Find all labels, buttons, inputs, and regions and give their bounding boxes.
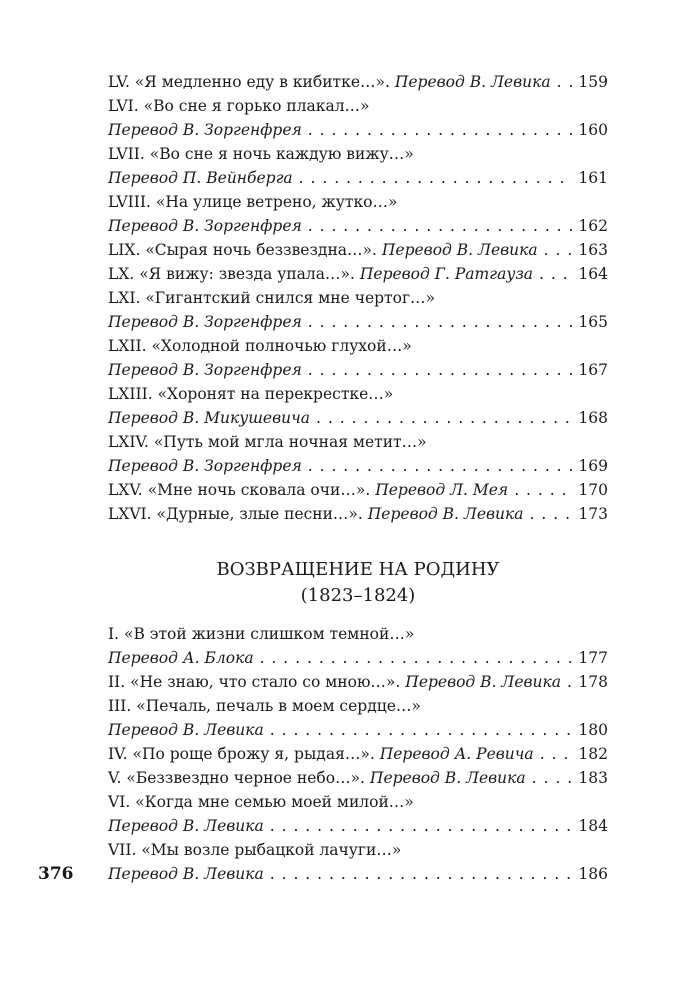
- entry-page: 164: [578, 265, 608, 283]
- entry-translator: Перевод В. Левика: [394, 73, 551, 91]
- entry-page: 182: [578, 745, 608, 763]
- toc-entry-title-line: [108, 382, 608, 406]
- toc-entry-translator-line: [108, 718, 608, 742]
- toc-entry: [108, 262, 608, 286]
- entry-translator: Перевод В. Зоргенфрея: [108, 361, 302, 379]
- leader-dots: [308, 310, 573, 334]
- leader-dots: [514, 478, 572, 502]
- leader-dots: [308, 118, 573, 142]
- entry-number: II.: [108, 673, 126, 691]
- toc-entry-title-line: [108, 142, 608, 166]
- entry-number: LXVI.: [108, 505, 152, 523]
- entry-title: «Я вижу: звезда упала…».: [139, 265, 355, 283]
- toc-entry-translator-line: [108, 646, 608, 670]
- entry-page: 184: [578, 817, 608, 835]
- page-number: 376: [38, 864, 74, 884]
- entry-number: V.: [108, 769, 122, 787]
- entry-page: 162: [578, 217, 608, 235]
- entry-translator: Перевод П. Вейнберга: [108, 169, 293, 187]
- entry-page: 177: [578, 649, 608, 667]
- entry-number: LVII.: [108, 145, 145, 163]
- toc-entry: [108, 670, 608, 694]
- leader-dots: [299, 166, 573, 190]
- entry-title: «Сырая ночь беззвездна…».: [145, 241, 377, 259]
- leader-dots: [540, 742, 573, 766]
- entry-number: III.: [108, 697, 132, 715]
- entry-number: LVI.: [108, 97, 139, 115]
- entry-number: LXIII.: [108, 385, 153, 403]
- toc-entry-title-line: [108, 790, 608, 814]
- toc-entry: [108, 238, 608, 262]
- entry-title: «Холодной полночью глухой…»: [151, 337, 412, 355]
- entry-page: 159: [578, 73, 608, 91]
- entry-title: «Беззвездно черное небо…».: [126, 769, 365, 787]
- leader-dots: [530, 502, 573, 526]
- leader-dots: [270, 814, 573, 838]
- entry-title: «Во сне я горько плакал…»: [143, 97, 370, 115]
- entry-number: LV.: [108, 73, 130, 91]
- toc-entry-title-line: [108, 286, 608, 310]
- entry-title: «Во сне я ночь каждую вижу…»: [149, 145, 414, 163]
- toc-entry-title-line: [108, 694, 608, 718]
- toc-entry: [108, 478, 608, 502]
- toc-entry-translator-line: [108, 118, 608, 142]
- entry-page: 178: [578, 673, 608, 691]
- entry-page: 160: [578, 121, 608, 139]
- leader-dots: [539, 262, 572, 286]
- entry-number: LXI.: [108, 289, 141, 307]
- entry-title: «Путь мой мгла ночная метит…»: [153, 433, 427, 451]
- entry-title: «Гигантский снился мне чертог…»: [145, 289, 436, 307]
- entry-page: 173: [578, 505, 608, 523]
- toc-entry-translator-line: [108, 406, 608, 430]
- entry-translator: Перевод В. Зоргенфрея: [108, 217, 302, 235]
- entry-title: «На улице ветрено, жутко…»: [155, 193, 398, 211]
- entry-title: «В этой жизни слишком темной…»: [124, 625, 415, 643]
- leader-dots: [567, 670, 572, 694]
- entry-translator: Перевод В. Левика: [367, 505, 524, 523]
- entry-title: «Дурные, злые песни…».: [156, 505, 363, 523]
- entry-translator: Перевод В. Левика: [108, 721, 264, 739]
- entry-page: 161: [578, 169, 608, 187]
- entry-page: 168: [578, 409, 608, 427]
- leader-dots: [308, 454, 573, 478]
- entry-number: VI.: [108, 793, 131, 811]
- toc-entry-translator-line: [108, 214, 608, 238]
- toc-entry-translator-line: [108, 358, 608, 382]
- entry-number: LXIV.: [108, 433, 149, 451]
- entry-translator: Перевод А. Блока: [108, 649, 254, 667]
- entry-number: LIX.: [108, 241, 141, 259]
- leader-dots: [557, 70, 573, 94]
- entry-translator: Перевод В. Зоргенфрея: [108, 457, 302, 475]
- leader-dots: [308, 358, 573, 382]
- entry-number: LXII.: [108, 337, 147, 355]
- toc-entry-translator-line: [108, 310, 608, 334]
- entry-title: «Не знаю, что стало со мною…».: [130, 673, 401, 691]
- entry-title: «Когда мне семью моей милой…»: [135, 793, 414, 811]
- entry-translator: Перевод В. Левика: [108, 817, 264, 835]
- toc-entry: [108, 766, 608, 790]
- toc-entry-translator-line: [108, 814, 608, 838]
- entry-title: «Мне ночь сковала очи…».: [147, 481, 371, 499]
- leader-dots: [316, 406, 572, 430]
- entry-title: «Хоронят на перекрестке…»: [157, 385, 394, 403]
- toc-entry: [108, 502, 608, 526]
- entry-translator: Перевод А. Ревича: [379, 745, 534, 763]
- entry-number: I.: [108, 625, 120, 643]
- section-years: (1823–1824): [300, 585, 416, 606]
- entry-number: LVIII.: [108, 193, 151, 211]
- entry-translator: Перевод В. Левика: [381, 241, 538, 259]
- entry-number: IV.: [108, 745, 128, 763]
- toc-entry-title-line: [108, 94, 608, 118]
- entry-title: «По роще брожу я, рыдая…».: [132, 745, 375, 763]
- toc-entry-title-line: [108, 334, 608, 358]
- toc-entry-title-line: [108, 190, 608, 214]
- entry-page: 170: [578, 481, 608, 499]
- entry-translator: Перевод В. Зоргенфрея: [108, 121, 302, 139]
- entry-title: «Я медленно еду в кибитке…».: [134, 73, 390, 91]
- toc-entry: [108, 70, 608, 94]
- toc-entry-title-line: [108, 622, 608, 646]
- toc-entry-translator-line: [108, 862, 608, 886]
- entry-number: LXV.: [108, 481, 143, 499]
- leader-dots: [270, 718, 573, 742]
- entry-translator: Перевод В. Левика: [108, 865, 264, 883]
- entry-page: 180: [578, 721, 608, 739]
- entry-title: «Печаль, печаль в моем сердце…»: [136, 697, 421, 715]
- entry-page: 169: [578, 457, 608, 475]
- toc-entry-translator-line: [108, 166, 608, 190]
- leader-dots: [532, 766, 573, 790]
- entry-page: 186: [578, 865, 608, 883]
- entry-translator: Перевод В. Зоргенфрея: [108, 313, 302, 331]
- entry-page: 163: [578, 241, 608, 259]
- leader-dots: [270, 862, 573, 886]
- leader-dots: [308, 214, 573, 238]
- entry-page: 165: [578, 313, 608, 331]
- toc-entry: [108, 742, 608, 766]
- section-heading: ВОЗВРАЩЕНИЕ НА РОДИНУ: [216, 559, 500, 580]
- leader-dots: [544, 238, 573, 262]
- toc-entry-translator-line: [108, 454, 608, 478]
- toc-entry-title-line: [108, 430, 608, 454]
- entry-title: «Мы возле рыбацкой лачуги…»: [141, 841, 402, 859]
- toc-entry-title-line: [108, 838, 608, 862]
- leader-dots: [260, 646, 573, 670]
- entry-translator: Перевод Г. Ратгауза: [359, 265, 534, 283]
- entry-translator: Перевод В. Левика: [369, 769, 526, 787]
- entry-page: 167: [578, 361, 608, 379]
- entry-number: VII.: [108, 841, 137, 859]
- entry-translator: Перевод В. Левика: [405, 673, 562, 691]
- entry-page: 183: [578, 769, 608, 787]
- entry-translator: Перевод В. Микушевича: [108, 409, 310, 427]
- entry-translator: Перевод Л. Мея: [375, 481, 509, 499]
- entry-number: LX.: [108, 265, 135, 283]
